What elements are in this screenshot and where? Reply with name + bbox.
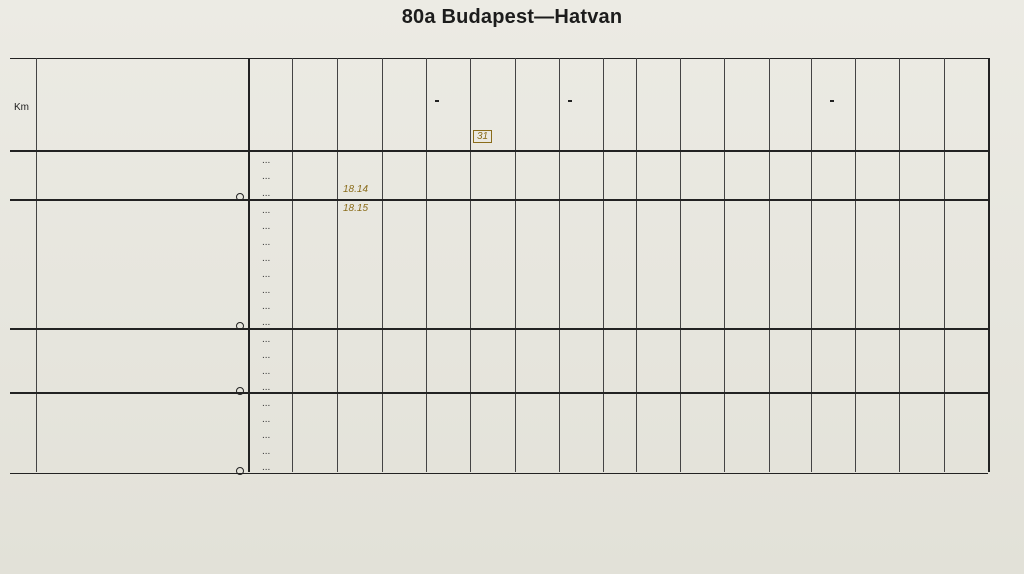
- junction-marker: [236, 322, 244, 330]
- train-class: [899, 90, 943, 106]
- train-column-header: [460, 60, 504, 134]
- footnote-line: [40, 530, 58, 541]
- train-number: [281, 75, 325, 90]
- train-column-header: [944, 60, 988, 134]
- grid-row-line: [10, 199, 988, 201]
- class-label: [830, 100, 834, 102]
- train-type: [855, 60, 899, 75]
- train-type: [415, 60, 459, 75]
- junction-marker: [236, 193, 244, 201]
- grid-row-line: [10, 392, 988, 394]
- train-type: [504, 60, 548, 75]
- no-service-dots: ...: [262, 382, 271, 393]
- train-number: [460, 75, 504, 90]
- no-service-dots: ...: [262, 430, 271, 441]
- train-number: [326, 75, 370, 90]
- train-number: [899, 75, 943, 90]
- train-column-header: [281, 60, 325, 134]
- train-class: [855, 90, 899, 106]
- badge-slot: [635, 122, 679, 136]
- no-service-dots: ...: [262, 317, 271, 328]
- train-class: [281, 90, 325, 106]
- train-type: [281, 60, 325, 75]
- junction-marker: [236, 467, 244, 475]
- badge-slot: [721, 120, 765, 134]
- train-column-header: [635, 60, 679, 136]
- handwritten-badge: 31: [473, 130, 492, 143]
- footnote-line: [40, 502, 58, 513]
- badge-slot: [680, 120, 724, 134]
- train-type: [899, 60, 943, 75]
- no-service-dots: ...: [262, 188, 271, 199]
- no-service-dots: ...: [262, 398, 271, 409]
- train-class: [326, 90, 370, 106]
- no-service-dots: ...: [262, 350, 271, 361]
- no-service-dots: ...: [262, 301, 271, 312]
- train-class: [635, 90, 679, 106]
- badge-slot: [810, 120, 854, 134]
- train-type: [810, 60, 854, 75]
- grid-row-line: [10, 328, 988, 330]
- train-type: [548, 60, 592, 75]
- train-type: [721, 60, 765, 75]
- train-number: [944, 75, 988, 90]
- no-service-dots: ...: [262, 205, 271, 216]
- grid-column-line: [988, 58, 990, 472]
- train-number: [855, 75, 899, 90]
- badge-slot: [326, 120, 370, 134]
- footnote-line: [40, 488, 58, 499]
- train-class: [944, 90, 988, 106]
- train-type: [635, 60, 679, 75]
- train-number: [415, 75, 459, 90]
- train-class: [415, 90, 459, 106]
- badge-slot: [855, 120, 899, 134]
- train-column-header: [548, 60, 592, 134]
- badge-slot: [281, 120, 325, 134]
- train-number: [548, 75, 592, 90]
- train-number: [810, 75, 854, 90]
- no-service-dots: ...: [262, 269, 271, 280]
- train-column-header: [721, 60, 765, 134]
- badge-slot: [899, 120, 943, 134]
- no-service-dots: ...: [262, 285, 271, 296]
- no-service-dots: ...: [262, 414, 271, 425]
- km-column-header: Km: [14, 102, 29, 113]
- train-column-header: [371, 60, 415, 134]
- train-type: [680, 60, 724, 75]
- no-service-dots: ...: [262, 221, 271, 232]
- train-type: [944, 60, 988, 75]
- train-number: [721, 75, 765, 90]
- badge-slot: [371, 120, 415, 134]
- train-number: [504, 75, 548, 90]
- no-service-dots: ...: [262, 462, 271, 473]
- no-service-dots: ...: [262, 171, 271, 182]
- no-service-dots: ...: [262, 253, 271, 264]
- page-title: 80a Budapest—Hatvan: [401, 6, 623, 28]
- train-type: [326, 60, 370, 75]
- junction-marker: [236, 387, 244, 395]
- badge-slot: [548, 120, 592, 134]
- no-service-dots: ...: [262, 366, 271, 377]
- train-column-header: [899, 60, 943, 134]
- train-column-header: [326, 60, 370, 134]
- train-type: [460, 60, 504, 75]
- train-column-header: [504, 60, 548, 134]
- train-column-header: [810, 60, 854, 134]
- train-class: [680, 90, 724, 106]
- train-class: [504, 90, 548, 106]
- grid-row-line: [10, 150, 988, 152]
- badge-slot: [944, 120, 988, 134]
- train-number: [635, 75, 679, 90]
- footnote-line: [40, 516, 58, 527]
- grid-column-line: [36, 58, 37, 472]
- train-column-header: [855, 60, 899, 134]
- train-column-header: [415, 60, 459, 134]
- no-service-dots: ...: [262, 334, 271, 345]
- train-number: [680, 75, 724, 90]
- train-number: [371, 75, 415, 90]
- footnote-line: [40, 474, 58, 485]
- train-class: [810, 90, 854, 106]
- class-label: [568, 100, 572, 102]
- train-column-header: [680, 60, 724, 134]
- badge-slot: [415, 120, 459, 134]
- train-class: [371, 90, 415, 106]
- train-type: [371, 60, 415, 75]
- no-service-dots: ...: [262, 446, 271, 457]
- grid-column-line: [769, 58, 770, 472]
- train-class: [548, 90, 592, 106]
- train-class: [721, 90, 765, 106]
- handwritten-time: 18.15: [343, 203, 369, 214]
- class-label: [435, 100, 439, 102]
- handwritten-time: 18.14: [343, 184, 369, 195]
- no-service-dots: ...: [262, 155, 271, 166]
- train-class: [460, 90, 504, 106]
- grid-column-line: [603, 58, 604, 472]
- no-service-dots: ...: [262, 237, 271, 248]
- badge-slot: [504, 120, 548, 134]
- grid-column-line: [248, 58, 250, 472]
